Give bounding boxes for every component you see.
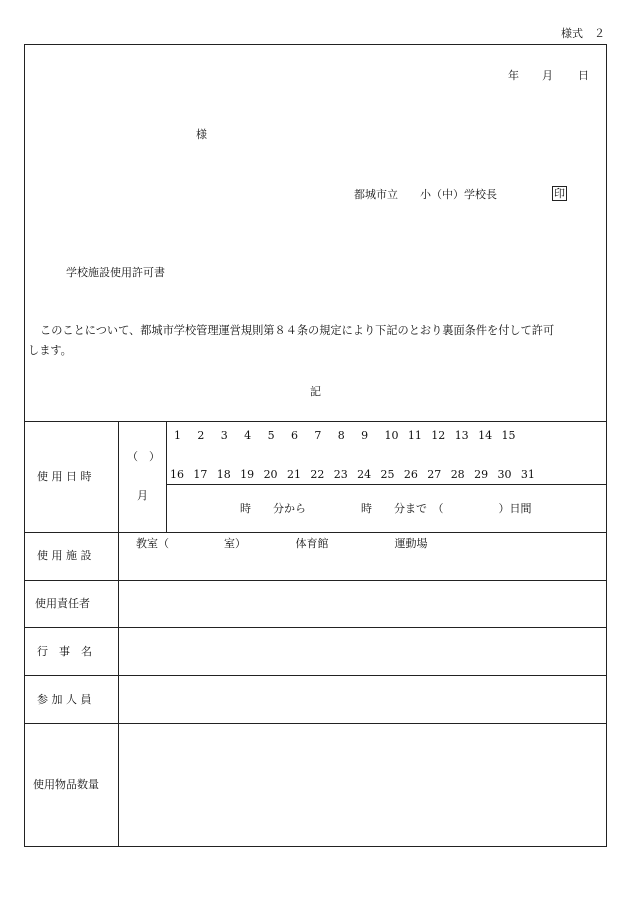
- datetime-inner-border: [166, 484, 607, 485]
- usage-datetime-label: 使 用 日 時: [37, 470, 92, 483]
- day-number: 15: [501, 429, 516, 442]
- days-row-2: [170, 468, 544, 481]
- day-number: 13: [454, 429, 469, 442]
- day-number: 12: [431, 429, 446, 442]
- issuer-name: 都城市立 小（中）学校長: [354, 188, 497, 201]
- day-number: 2: [197, 429, 205, 442]
- day-number: 7: [314, 429, 322, 442]
- row-border: [24, 627, 607, 628]
- day-number: 4: [244, 429, 252, 442]
- seal-mark: 印: [554, 187, 565, 200]
- day-number: 22: [310, 468, 325, 481]
- day-number: 27: [427, 468, 442, 481]
- row-border: [24, 532, 607, 533]
- responsible-label: 使用責任者: [35, 597, 90, 610]
- time-line: 時 分から 時 分まで （ ）日間: [240, 502, 532, 515]
- day-number: 19: [240, 468, 255, 481]
- day-number: 23: [333, 468, 348, 481]
- body-text-line2: します。: [28, 344, 72, 357]
- day-number: 17: [193, 468, 208, 481]
- day-number: 10: [384, 429, 399, 442]
- day-number: 6: [290, 429, 298, 442]
- day-number: 11: [407, 429, 422, 442]
- date-day-label: 日: [578, 69, 589, 82]
- day-number: 29: [474, 468, 489, 481]
- day-number: 5: [267, 429, 275, 442]
- form-frame: [24, 44, 607, 847]
- addressee-suffix: 様: [196, 128, 207, 141]
- day-number: 21: [286, 468, 301, 481]
- facility-options: 教室（ 室） 体育館 運動場: [136, 537, 428, 550]
- form-number: 様式 ２: [561, 27, 605, 40]
- days-row-1: [174, 429, 525, 442]
- body-text-line1: このことについて、都城市学校管理運営規則第８４条の規定により下記のとおり裏面条件を付して許可: [40, 324, 555, 337]
- day-number: 26: [403, 468, 418, 481]
- day-number: 14: [478, 429, 493, 442]
- row-border: [24, 675, 607, 676]
- facility-label: 使 用 施 設: [37, 549, 92, 562]
- day-number: 3: [220, 429, 228, 442]
- day-number: 8: [337, 429, 345, 442]
- day-number: 9: [361, 429, 369, 442]
- day-number: 1: [174, 429, 181, 442]
- date-year-label: 年: [508, 69, 519, 82]
- month-paren: （ ）: [127, 450, 160, 463]
- day-number: 30: [497, 468, 512, 481]
- label-column-border: [118, 421, 119, 847]
- day-number: 31: [520, 468, 535, 481]
- items-label: 使用物品数量: [33, 778, 99, 791]
- table-top-border: [24, 421, 607, 422]
- day-number: 20: [263, 468, 278, 481]
- row-border: [24, 723, 607, 724]
- day-number: 24: [357, 468, 372, 481]
- day-number: 16: [170, 468, 184, 481]
- month-label: 月: [137, 489, 148, 502]
- day-number: 28: [450, 468, 465, 481]
- ki-label: 記: [310, 385, 321, 398]
- document-title: 学校施設使用許可書: [66, 266, 165, 279]
- day-number: 25: [380, 468, 395, 481]
- participants-label: 参 加 人 員: [37, 693, 92, 706]
- event-label: 行 事 名: [37, 645, 92, 658]
- month-column-border: [166, 421, 167, 532]
- row-border: [24, 580, 607, 581]
- day-number: 18: [216, 468, 231, 481]
- date-month-label: 月: [542, 69, 553, 82]
